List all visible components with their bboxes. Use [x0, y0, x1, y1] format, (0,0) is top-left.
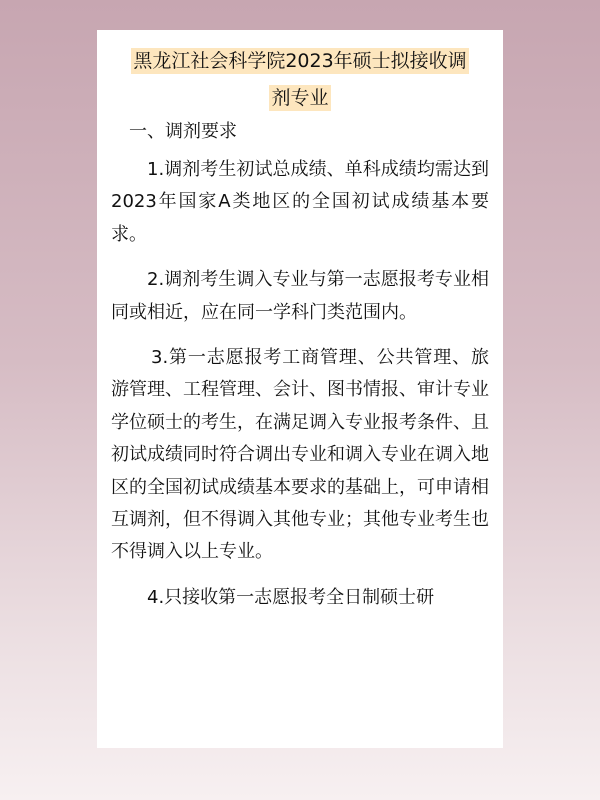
title-line-2: 剂专业: [271, 87, 329, 109]
document-title: [111, 48, 489, 111]
paragraph-3: 3.第一志愿报考工商管理、公共管理、旅游管理、工程管理、会计、图书情报、审计专业学位硕士的考生，在满足调入专业报考条件、且初试成绩同时符合调出专业和调入专业在调入地区的全国初试成绩基本要求的基础上，可申请相互调剂，但不得调入其他专业；其他专业考生也不得调入以上专业。: [111, 347, 489, 563]
title-line-1: 黑龙江社会科学院2023年硕士拟接收调: [133, 50, 467, 72]
paragraph-2: 2.调剂考生调入专业与第一志愿报考专业相同或相近，应在同一学科门类范围内。: [111, 269, 489, 323]
section-heading-requirements: 一、调剂要求: [129, 121, 237, 142]
paragraph-4: 4.只接收第一志愿报考全日制硕士研: [147, 586, 435, 608]
paragraph-1: 1.调剂考生初试总成绩、单科成绩均需达到2023年国家A类地区的全国初试成绩基本要求。: [111, 159, 489, 245]
document-card: [97, 30, 503, 748]
